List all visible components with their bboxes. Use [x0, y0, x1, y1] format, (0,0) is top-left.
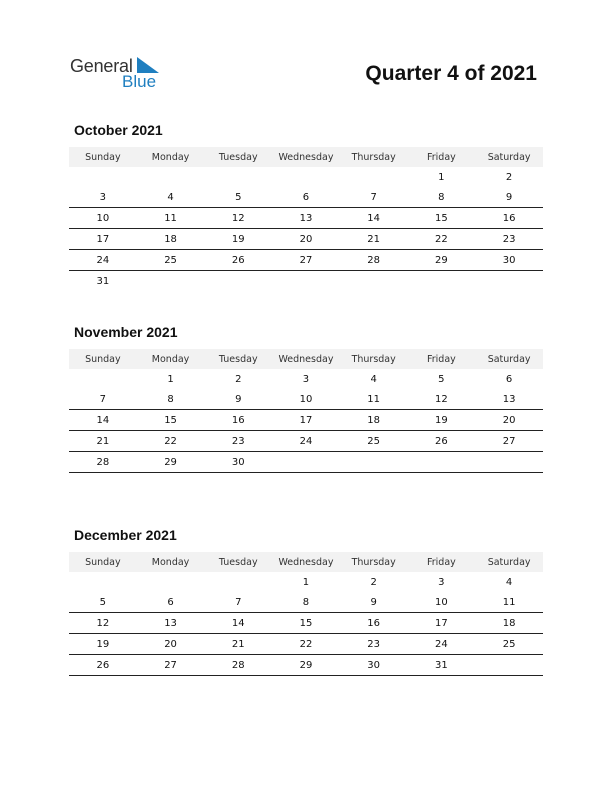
day-cell: 26 — [408, 431, 476, 452]
day-cell: 8 — [137, 389, 205, 410]
day-cell: 20 — [137, 634, 205, 655]
day-cell: 27 — [475, 431, 543, 452]
day-cell: 22 — [408, 229, 476, 250]
day-cell: 29 — [272, 655, 340, 676]
day-cell: 6 — [137, 592, 205, 613]
day-cell: 13 — [137, 613, 205, 634]
month-title: December 2021 — [74, 527, 177, 543]
calendar-month-november — [69, 323, 543, 473]
empty-day-cell — [272, 167, 340, 187]
day-cell: 12 — [69, 613, 137, 634]
empty-day-cell — [137, 572, 205, 592]
day-cell: 28 — [204, 655, 272, 676]
weekday-header-wednesday: Wednesday — [272, 147, 340, 167]
day-cell: 11 — [475, 592, 543, 613]
month-title: October 2021 — [74, 122, 163, 138]
week-row — [69, 410, 543, 431]
day-cell: 20 — [475, 410, 543, 431]
day-cell: 1 — [167, 373, 174, 385]
empty-day-cell — [204, 167, 272, 187]
day-cell: 1 — [438, 171, 445, 183]
empty-day-cell — [408, 271, 476, 292]
weekday-header-thursday: Thursday — [340, 552, 408, 572]
weekday-header-row — [69, 552, 543, 572]
week-row — [69, 572, 543, 592]
day-cell: 14 — [340, 208, 408, 229]
day-cell: 8 — [408, 187, 476, 208]
weekday-header-friday: Friday — [408, 349, 476, 369]
day-cell: 20 — [272, 229, 340, 250]
day-cell: 27 — [272, 250, 340, 271]
empty-day-cell — [137, 167, 205, 187]
day-cell: 31 — [96, 275, 110, 287]
week-row — [69, 389, 543, 410]
day-cell: 10 — [69, 208, 137, 229]
day-cell: 7 — [69, 389, 137, 410]
day-cell: 24 — [69, 250, 137, 271]
brand-triangle-icon — [137, 57, 159, 73]
day-cell: 26 — [69, 655, 137, 676]
day-cell: 29 — [137, 452, 205, 473]
day-cell: 5 — [204, 187, 272, 208]
day-cell: 16 — [340, 613, 408, 634]
weekday-header-tuesday: Tuesday — [204, 349, 272, 369]
weekday-header-wednesday: Wednesday — [272, 552, 340, 572]
empty-day-cell — [340, 271, 408, 292]
empty-day-cell — [69, 369, 137, 389]
empty-day-cell — [475, 452, 543, 473]
day-cell: 17 — [69, 229, 137, 250]
weekday-header-monday: Monday — [137, 147, 205, 167]
day-cell: 18 — [340, 410, 408, 431]
weekday-header-sunday: Sunday — [69, 147, 137, 167]
day-cell: 25 — [340, 431, 408, 452]
week-row — [69, 655, 543, 676]
calendar-month-december — [69, 526, 543, 676]
day-cell: 6 — [272, 187, 340, 208]
empty-day-cell — [340, 452, 408, 473]
brand-name-blue: Blue — [122, 72, 157, 91]
day-cell: 15 — [137, 410, 205, 431]
day-cell: 7 — [340, 187, 408, 208]
day-cell: 28 — [340, 250, 408, 271]
weekday-header-thursday: Thursday — [340, 349, 408, 369]
day-cell: 22 — [137, 431, 205, 452]
weekday-header-sunday: Sunday — [69, 349, 137, 369]
day-cell: 17 — [272, 410, 340, 431]
day-cell: 9 — [475, 187, 543, 208]
day-cell: 23 — [475, 229, 543, 250]
day-cell: 19 — [69, 634, 137, 655]
day-cell: 9 — [204, 389, 272, 410]
empty-day-cell — [204, 572, 272, 592]
empty-day-cell — [475, 271, 543, 292]
day-cell: 13 — [272, 208, 340, 229]
empty-day-cell — [137, 271, 205, 292]
weekday-header-monday: Monday — [137, 552, 205, 572]
week-row — [69, 452, 543, 473]
day-cell: 21 — [340, 229, 408, 250]
empty-day-cell — [204, 271, 272, 292]
day-cell: 29 — [408, 250, 476, 271]
calendar-month-october — [69, 121, 543, 291]
day-cell: 3 — [69, 187, 137, 208]
empty-day-cell — [475, 655, 543, 676]
day-cell: 19 — [204, 229, 272, 250]
day-cell: 5 — [438, 373, 445, 385]
weekday-header-tuesday: Tuesday — [204, 552, 272, 572]
empty-day-cell — [340, 167, 408, 187]
month-title: November 2021 — [74, 324, 178, 340]
day-cell: 25 — [475, 634, 543, 655]
weekday-header-tuesday: Tuesday — [204, 147, 272, 167]
brand-name-general: General — [70, 56, 133, 76]
brand-logo — [70, 55, 180, 95]
day-cell: 28 — [69, 452, 137, 473]
day-cell: 16 — [475, 208, 543, 229]
week-row — [69, 613, 543, 634]
day-cell: 4 — [505, 576, 513, 588]
day-cell: 19 — [408, 410, 476, 431]
day-cell: 12 — [408, 389, 476, 410]
day-cell: 17 — [408, 613, 476, 634]
day-cell: 30 — [475, 250, 543, 271]
day-cell: 4 — [137, 187, 205, 208]
week-row — [69, 369, 543, 389]
empty-day-cell — [69, 167, 137, 187]
day-cell: 18 — [475, 613, 543, 634]
week-row — [69, 208, 543, 229]
empty-day-cell — [272, 271, 340, 292]
day-cell: 7 — [204, 592, 272, 613]
day-cell: 2 — [505, 171, 513, 183]
day-cell: 8 — [272, 592, 340, 613]
day-cell: 15 — [408, 208, 476, 229]
day-cell: 10 — [272, 389, 340, 410]
weekday-header-row — [69, 349, 543, 369]
day-cell: 15 — [272, 613, 340, 634]
day-cell: 3 — [438, 576, 445, 588]
day-cell: 11 — [340, 389, 408, 410]
empty-day-cell — [69, 572, 137, 592]
week-row — [69, 187, 543, 208]
day-cell: 25 — [137, 250, 205, 271]
day-cell: 2 — [235, 373, 242, 385]
day-cell: 6 — [505, 373, 513, 385]
weekday-header-wednesday: Wednesday — [272, 349, 340, 369]
weekday-header-saturday: Saturday — [475, 147, 543, 167]
week-row — [69, 431, 543, 452]
day-cell: 10 — [408, 592, 476, 613]
day-cell: 22 — [272, 634, 340, 655]
day-cell: 26 — [204, 250, 272, 271]
day-cell: 5 — [69, 592, 137, 613]
day-cell: 4 — [370, 373, 377, 385]
day-cell: 2 — [370, 576, 377, 588]
month-grid — [69, 147, 543, 291]
weekday-header-friday: Friday — [408, 552, 476, 572]
day-cell: 12 — [204, 208, 272, 229]
page-title: Quarter 4 of 2021 — [365, 62, 537, 85]
week-row — [69, 250, 543, 271]
day-cell: 1 — [302, 576, 310, 588]
weekday-header-friday: Friday — [408, 147, 476, 167]
month-grid — [69, 552, 543, 676]
day-cell: 9 — [340, 592, 408, 613]
day-cell: 23 — [340, 634, 408, 655]
weekday-header-row — [69, 147, 543, 167]
day-cell: 13 — [475, 389, 543, 410]
week-row — [69, 271, 543, 292]
day-cell: 23 — [204, 431, 272, 452]
month-grid — [69, 349, 543, 473]
empty-day-cell — [272, 452, 340, 473]
day-cell: 24 — [408, 634, 476, 655]
day-cell: 3 — [302, 373, 310, 385]
day-cell: 24 — [272, 431, 340, 452]
empty-day-cell — [408, 452, 476, 473]
week-row — [69, 167, 543, 187]
day-cell: 14 — [69, 410, 137, 431]
week-row — [69, 592, 543, 613]
day-cell: 16 — [204, 410, 272, 431]
day-cell: 14 — [204, 613, 272, 634]
weekday-header-thursday: Thursday — [340, 147, 408, 167]
day-cell: 30 — [340, 655, 408, 676]
day-cell: 27 — [137, 655, 205, 676]
weekday-header-sunday: Sunday — [69, 552, 137, 572]
day-cell: 31 — [408, 655, 476, 676]
week-row — [69, 634, 543, 655]
day-cell: 21 — [204, 634, 272, 655]
weekday-header-saturday: Saturday — [475, 349, 543, 369]
weekday-header-saturday: Saturday — [475, 552, 543, 572]
day-cell: 30 — [204, 452, 272, 473]
weekday-header-monday: Monday — [137, 349, 205, 369]
day-cell: 18 — [137, 229, 205, 250]
day-cell: 11 — [137, 208, 205, 229]
day-cell: 21 — [69, 431, 137, 452]
week-row — [69, 229, 543, 250]
